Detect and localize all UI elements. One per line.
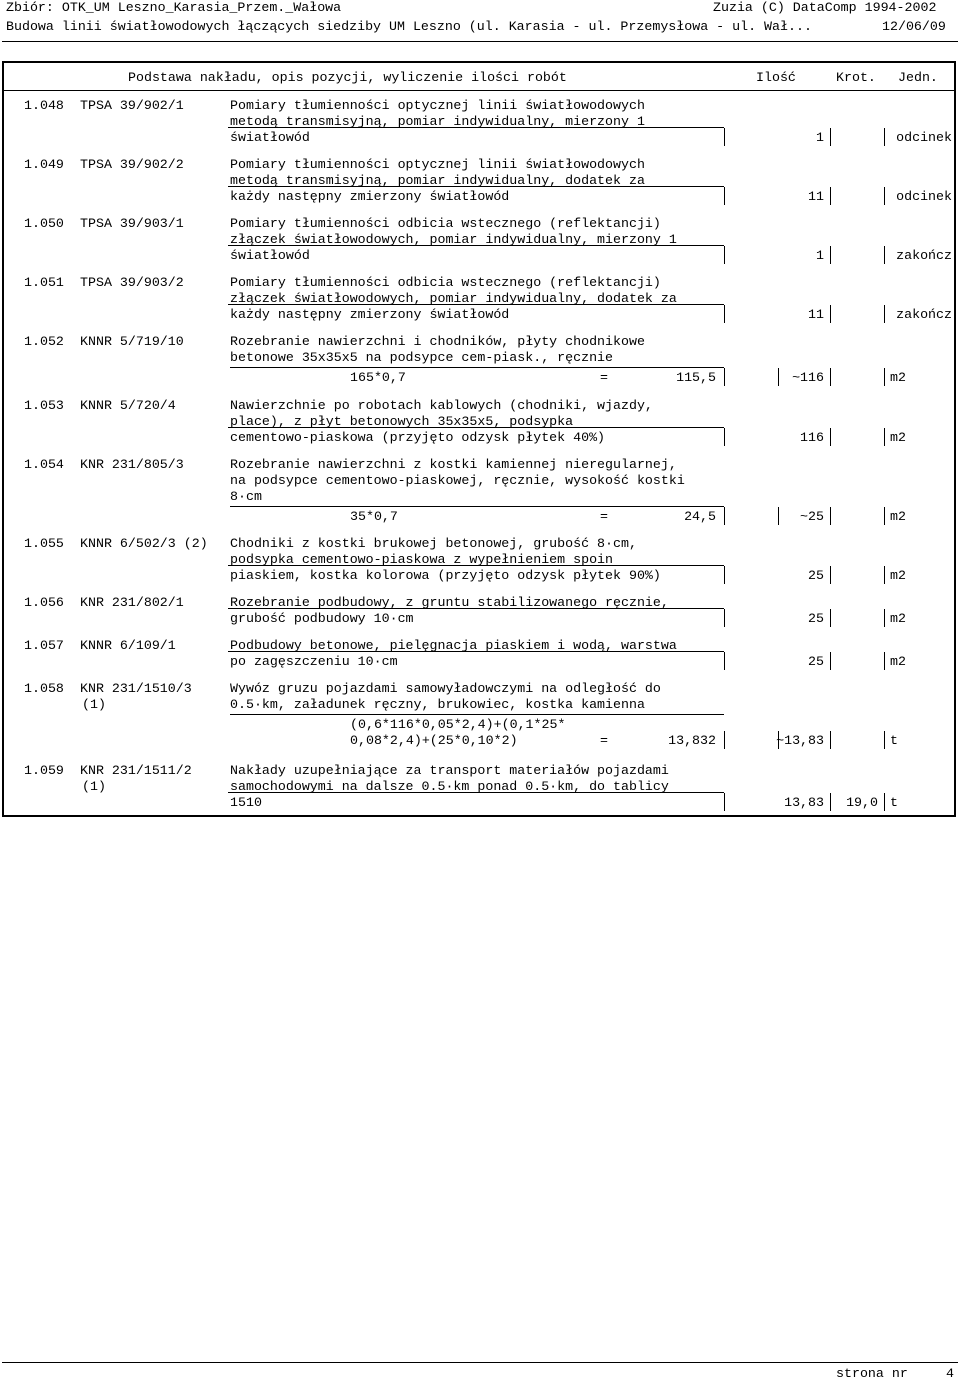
description-rule (228, 127, 724, 128)
position-basis: KNR 231/1511/2 (80, 763, 192, 778)
position-number: 1.055 (24, 536, 64, 551)
description-line: Pomiary tłumienności optycznej linii światłowodowych (230, 98, 645, 113)
description-line: Pomiary tłumienności odbicia wstecznego (reflektancji) (230, 275, 661, 290)
description-line: samochodowymi na dalsze 0.5·km ponad 0.5·km, do tablicy (230, 779, 669, 794)
calculation-result: 115,5 (676, 370, 716, 385)
unit-value: m2 (890, 509, 906, 524)
column-separator (830, 246, 831, 264)
column-separator (830, 428, 831, 446)
quantity-value: 11 (808, 189, 824, 204)
project-title: Budowa linii światłowodowych łączących siedziby UM Leszno (ul. Karasia - ul. Przemysłowa - ul. Wał... (6, 19, 812, 34)
description-line: piaskiem, kostka kolorowa (przyjęto odzysk płytek 90%) (230, 568, 661, 583)
description-line: grubość podbudowy 10·cm (230, 611, 414, 626)
description-rule (228, 792, 724, 793)
description-rule (228, 245, 724, 246)
quantity-value: 11 (808, 307, 824, 322)
calculation-line: 35*0,7 (350, 509, 398, 524)
description-line: 0.5·km, załadunek ręczny, brukowiec, kostka kamienna (230, 697, 645, 712)
position-number: 1.053 (24, 398, 64, 413)
description-line: każdy następny zmierzony światłowód (230, 189, 510, 204)
position-basis: KNNR 6/502/3 (2) (80, 536, 208, 551)
calculation-equals: = (600, 370, 608, 385)
calculation-equals: = (600, 509, 608, 524)
quantity-value: 116 (800, 430, 824, 445)
column-header-krot: Krot. (836, 70, 876, 85)
description-line: Pomiary tłumienności optycznej linii światłowodowych (230, 157, 645, 172)
source-file: Zbiór: OTK_UM Leszno_Karasia_Przem._Wałowa (6, 0, 342, 15)
column-separator (884, 305, 885, 323)
description-line: Nawierzchnie po robotach kablowych (chodniki, wjazdy, (230, 398, 653, 413)
column-separator (724, 731, 725, 749)
position-number: 1.059 (24, 763, 64, 778)
calculation-rule (230, 714, 724, 715)
calculation-line: 165*0,7 (350, 370, 406, 385)
column-separator (724, 187, 725, 205)
quantity-value: ~25 (800, 509, 824, 524)
unit-value: zakończ (896, 307, 952, 322)
description-line: betonowe 35x35x5 na podsypce cem-piask., ręcznie (230, 350, 614, 365)
unit-value: odcinek (896, 189, 952, 204)
quantity-value: 25 (808, 611, 824, 626)
document-date: 12/06/09 (882, 19, 946, 34)
column-header-rule (4, 90, 954, 91)
column-separator (830, 187, 831, 205)
description-line: podsypka cementowo-piaskowa z wypełnieniem spoin (230, 552, 614, 567)
description-line: 8·cm (230, 489, 262, 504)
column-separator (724, 428, 725, 446)
description-line: metodą transmisyjną, pomiar indywidualny, dodatek za (230, 173, 645, 188)
position-number: 1.049 (24, 157, 64, 172)
description-line: Rozebranie podbudowy, z gruntu stabilizowanego ręcznie, (230, 595, 669, 610)
calculation-result: 24,5 (684, 509, 716, 524)
description-line: Nakłady uzupełniające za transport materiałów pojazdami (230, 763, 669, 778)
description-rule (228, 304, 724, 305)
description-line: 1510 (230, 795, 262, 810)
calculation-line: 0,08*2,4)+(25*0,10*2) (350, 733, 518, 748)
column-separator (884, 652, 885, 670)
description-line: każdy następny zmierzony światłowód (230, 307, 510, 322)
description-line: metodą transmisyjną, pomiar indywidualny, mierzony 1 (230, 114, 645, 129)
column-header-unit: Jedn. (898, 70, 938, 85)
quantity-value: ~13,83 (776, 733, 824, 748)
column-separator (830, 731, 831, 749)
column-header-quantity: Ilość (756, 70, 796, 85)
column-separator (830, 566, 831, 584)
description-line: światłowód (230, 130, 310, 145)
description-line: światłowód (230, 248, 310, 263)
position-number: 1.054 (24, 457, 64, 472)
column-separator (830, 793, 831, 811)
unit-value: t (890, 795, 898, 810)
unit-value: odcinek (896, 130, 952, 145)
calculation-rule (230, 367, 724, 368)
column-separator (724, 566, 725, 584)
unit-value: m2 (890, 568, 906, 583)
krot-value: 19,0 (846, 795, 878, 810)
description-line: na podsypce cementowo-piaskowej, ręcznie, wysokość kostki (230, 473, 685, 488)
position-basis-variant: (1) (82, 697, 106, 712)
position-basis: TPSA 39/902/1 (80, 98, 184, 113)
description-line: Pomiary tłumienności odbicia wstecznego (reflektancji) (230, 216, 661, 231)
position-basis: TPSA 39/903/1 (80, 216, 184, 231)
quantity-value: 25 (808, 654, 824, 669)
description-line: po zagęszczeniu 10·cm (230, 654, 398, 669)
column-separator (830, 507, 831, 525)
position-basis: KNR 231/805/3 (80, 457, 184, 472)
description-rule (228, 427, 724, 428)
column-separator (724, 128, 725, 146)
description-line: place), z płyt betonowych 35x35x5, podsypka (230, 414, 574, 429)
column-separator (724, 507, 725, 525)
position-basis: KNNR 5/720/4 (80, 398, 176, 413)
position-basis-variant: (1) (82, 779, 106, 794)
description-rule (228, 565, 724, 566)
position-number: 1.050 (24, 216, 64, 231)
quantity-value: 1 (816, 248, 824, 263)
description-line: Rozebranie nawierzchni i chodników, płyty chodnikowe (230, 334, 645, 349)
column-separator (830, 609, 831, 627)
unit-value: zakończ (896, 248, 952, 263)
header-rule (2, 41, 958, 42)
unit-value: t (890, 733, 898, 748)
quantity-value: 25 (808, 568, 824, 583)
description-line: cementowo-piaskowa (przyjęto odzysk płytek 40%) (230, 430, 606, 445)
page-label: strona nr (836, 1366, 908, 1381)
column-separator (830, 128, 831, 146)
description-line: Podbudowy betonowe, pielęgnacja piaskiem i wodą, warstwa (230, 638, 677, 653)
position-number: 1.058 (24, 681, 64, 696)
position-number: 1.051 (24, 275, 64, 290)
unit-value: m2 (890, 654, 906, 669)
quantity-value: 13,83 (784, 795, 824, 810)
column-separator (884, 128, 885, 146)
description-line: Wywóz gruzu pojazdami samowyładowczymi na odległość do (230, 681, 661, 696)
column-separator (724, 652, 725, 670)
description-rule (228, 608, 724, 609)
description-rule (228, 186, 724, 187)
unit-value: m2 (890, 370, 906, 385)
column-separator (830, 652, 831, 670)
column-separator (724, 368, 725, 386)
calculation-line: (0,6*116*0,05*2,4)+(0,1*25* (350, 717, 566, 732)
calculation-result: 13,832 (668, 733, 716, 748)
column-separator (724, 246, 725, 264)
column-separator (724, 793, 725, 811)
footer-rule (2, 1362, 958, 1363)
column-separator (884, 609, 885, 627)
quantity-value: ~116 (792, 370, 824, 385)
column-separator (830, 368, 831, 386)
column-separator (724, 305, 725, 323)
position-basis: TPSA 39/902/2 (80, 157, 184, 172)
unit-value: m2 (890, 611, 906, 626)
description-rule (228, 651, 724, 652)
column-separator (884, 731, 885, 749)
column-header-description: Podstawa nakładu, opis pozycji, wyliczenie ilości robót (128, 70, 567, 85)
description-line: Chodniki z kostki brukowej betonowej, grubość 8·cm, (230, 536, 637, 551)
column-separator (830, 305, 831, 323)
position-number: 1.052 (24, 334, 64, 349)
position-basis: KNNR 6/109/1 (80, 638, 176, 653)
description-line: Rozebranie nawierzchni z kostki kamiennej nieregularnej, (230, 457, 677, 472)
position-basis: TPSA 39/903/2 (80, 275, 184, 290)
position-number: 1.057 (24, 638, 64, 653)
position-basis: KNNR 5/719/10 (80, 334, 184, 349)
column-separator (724, 609, 725, 627)
quantity-value: 1 (816, 130, 824, 145)
column-separator (884, 566, 885, 584)
column-separator (884, 368, 885, 386)
column-separator (884, 187, 885, 205)
description-line: złączek światłowodowych, pomiar indywidualny, mierzony 1 (230, 232, 677, 247)
column-separator (884, 793, 885, 811)
calculation-equals: = (600, 733, 608, 748)
position-basis: KNR 231/1510/3 (80, 681, 192, 696)
calculation-rule (230, 506, 724, 507)
position-number: 1.048 (24, 98, 64, 113)
description-line: złączek światłowodowych, pomiar indywidualny, dodatek za (230, 291, 677, 306)
position-number: 1.056 (24, 595, 64, 610)
column-separator (884, 507, 885, 525)
unit-value: m2 (890, 430, 906, 445)
column-separator (884, 428, 885, 446)
position-basis: KNR 231/802/1 (80, 595, 184, 610)
software-credit: Zuzia (C) DataComp 1994-2002 (713, 0, 937, 15)
column-separator (884, 246, 885, 264)
page-number: 4 (946, 1366, 954, 1381)
